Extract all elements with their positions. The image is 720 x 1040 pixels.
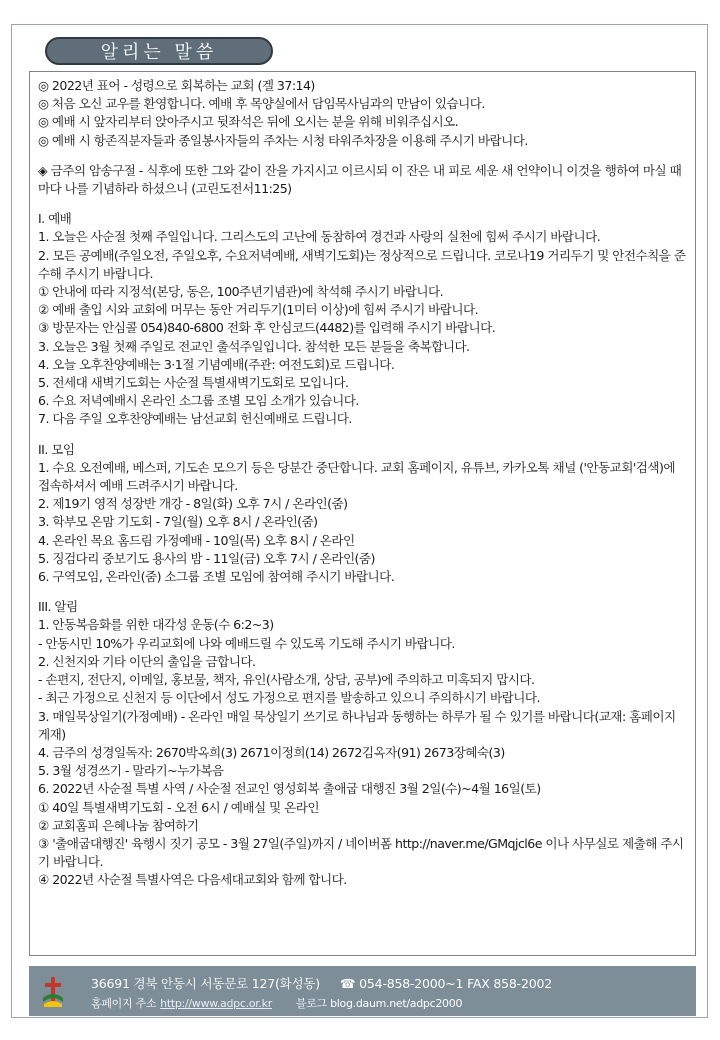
homepage-link[interactable]: http://www.adpc.or.kr: [160, 997, 272, 1010]
notice-item: ④ 2022년 사순절 특별사역은 다음세대교회와 함께 합니다.: [38, 872, 347, 888]
notice-item: 3. 매일묵상일기(가정예배) - 온라인 매일 묵상일기 쓰기로 하나님과 동행하는 하루가 될 수 있기를 바랍니다(교재: 홈페이지 게재): [38, 708, 676, 742]
church-cross-logo-icon: [41, 976, 65, 1008]
worship-item: 2. 모든 공예배(주일오전, 주일오후, 수요저녁예배, 새벽기도회)는 정상적으로 드립니다. 코로나19 거리두기 및 안전수칙을 준수해 주시기 바랍니다.: [38, 247, 686, 281]
worship-item: 4. 오늘 오후찬양예배는 3·1절 기념예배(주관: 여전도회)로 드립니다.: [38, 356, 395, 372]
notice-item: - 최근 가정으로 신천지 등 이단에서 성도 가정으로 편지를 발송하고 있으니 주의하시기 바랍니다.: [38, 690, 540, 706]
church-phone: ☎ 054-858-2000~1 FAX 858-2002: [339, 976, 552, 991]
worship-item: ② 예배 출입 시와 교회에 머무는 동안 거리두기(1미터 이상)에 힘써 주시기 바랍니다.: [38, 302, 479, 318]
header-note: ◎ 예배 시 항존직분자들과 종일봉사자들의 주차는 시청 타워주차장을 이용해 주시기 바랍니다.: [38, 132, 528, 148]
worship-item: 1. 오늘은 사순절 첫째 주일입니다. 그리스도의 고난에 동참하여 경건과 사랑의 실천에 힘써 주시기 바랍니다.: [38, 229, 601, 245]
page-title-text: 알리는 말씀: [100, 42, 218, 63]
meeting-item: 5. 징검다리 중보기도 용사의 밤 - 11일(금) 오후 7시 / 온라인(줌): [38, 550, 375, 566]
section-heading-worship: I. 예배: [38, 211, 72, 227]
footer-web-line: [91, 995, 462, 1011]
announcement-box: [29, 71, 696, 956]
notice-item: 6. 2022년 사순절 특별 사역 / 사순절 전교인 영성회복 출애굽 대행진 3월 2일(수)~4월 16일(토): [38, 781, 541, 797]
notice-item: ③ '출애굽대행진' 육행시 짓기 공모 - 3월 27일(주일)까지 / 네이버폼 http://naver.me/GMqjcl6e 이나 사무실로 제출해 주시기 바랍니다.: [38, 835, 684, 870]
notice-item: 4. 금주의 성경일독자: 2670박옥희(3) 2671이정희(14) 2672김옥자(91) 2673장혜숙(3): [38, 744, 505, 760]
memory-verse: ◈ 금주의 암송구절 - 식후에 또한 그와 같이 잔을 가지시고 이르시되 이 잔은 내 피로 세운 새 언약이니 이것을 행하여 마실 때마다 나를 기념하라 하셨으니 (고린도전서11:25): [38, 162, 682, 197]
notice-item: ② 교회홈피 은혜나눔 참여하기: [38, 817, 199, 833]
notice-item: ① 40일 특별새벽기도회 - 오전 6시 / 예배실 및 온라인: [38, 799, 319, 815]
meeting-item: 2. 제19기 영적 성장반 개강 - 8일(화) 오후 7시 / 온라인(줌): [38, 496, 348, 512]
notice-item: 1. 안동복음화를 위한 대각성 운동(수 6:2~3): [38, 617, 274, 633]
meeting-item: 6. 구역모임, 온라인(줌) 소그룹 조별 모임에 참여해 주시기 바랍니다.: [38, 569, 395, 585]
worship-item: 7. 다음 주일 오후찬양예배는 남선교회 헌신예배로 드립니다.: [38, 411, 352, 427]
footer-band: [29, 966, 696, 1016]
meeting-item: 1. 수요 오전예배, 베스퍼, 기도손 모으기 등은 당분간 중단합니다. 교회 홈페이지, 유튜브, 카카오톡 채널 ('안동교회'검색)에 접속하셔서 예배 드려주시기 바랍니다.: [38, 459, 676, 494]
worship-item: 3. 오늘은 3월 첫째 주일로 전교인 출석주일입니다. 참석한 모든 분들을 축복합니다.: [38, 338, 470, 354]
worship-item: 6. 수요 저녁예배시 온라인 소그룹 조별 모임 소개가 있습니다.: [38, 393, 359, 409]
notice-item: - 안동시민 10%가 우리교회에 나와 예배드릴 수 있도록 기도해 주시기 바랍니다.: [38, 635, 455, 651]
meeting-item: 3. 학부모 온맘 기도회 - 7일(월) 오후 8시 / 온라인(줌): [38, 514, 318, 530]
footer-contact-line: [91, 974, 552, 992]
section-heading-notices: III. 알림: [38, 599, 78, 615]
meeting-item: 4. 온라인 목요 홈드림 가정예배 - 10일(목) 오후 8시 / 온라인: [38, 532, 355, 548]
notice-item: 5. 3월 성경쓰기 - 말라기~누가복음: [38, 763, 224, 779]
header-note: ◎ 2022년 표어 - 성령으로 회복하는 교회 (겔 37:14): [38, 78, 315, 93]
worship-item: ① 안내에 따라 지정석(본당, 동은, 100주년기념관)에 착석해 주시기 바랍니다.: [38, 284, 444, 300]
notice-item: - 손편지, 전단지, 이메일, 홍보물, 책자, 유인(사람소개, 상담, 공부)에 주의하고 미혹되지 맙시다.: [38, 672, 535, 688]
church-address: 36691 경북 안동시 서동문로 127(화성동): [91, 976, 320, 991]
worship-item: ③ 방문자는 안심콜 054)840-6800 전화 후 안심코드(4482)를 입력해 주시기 바랍니다.: [38, 320, 496, 336]
page-title: [45, 37, 273, 65]
header-note: ◎ 예배 시 앞자리부터 앉아주시고 뒷좌석은 뒤에 오시는 분을 위해 비워주십시오.: [38, 114, 459, 130]
homepage-label: 홈페이지 주소: [91, 997, 157, 1010]
header-note: ◎ 처음 오신 교우를 환영합니다. 예배 후 목양실에서 담임목사님과의 만남이 있습니다.: [38, 96, 485, 112]
blog-address: 블로그 blog.daum.net/adpc2000: [295, 997, 463, 1010]
section-heading-meetings: II. 모임: [38, 441, 75, 457]
notice-item: 2. 신천지와 기타 이단의 출입을 금합니다.: [38, 653, 256, 669]
worship-item: 5. 전세대 새벽기도회는 사순절 특별새벽기도회로 모입니다.: [38, 375, 349, 391]
